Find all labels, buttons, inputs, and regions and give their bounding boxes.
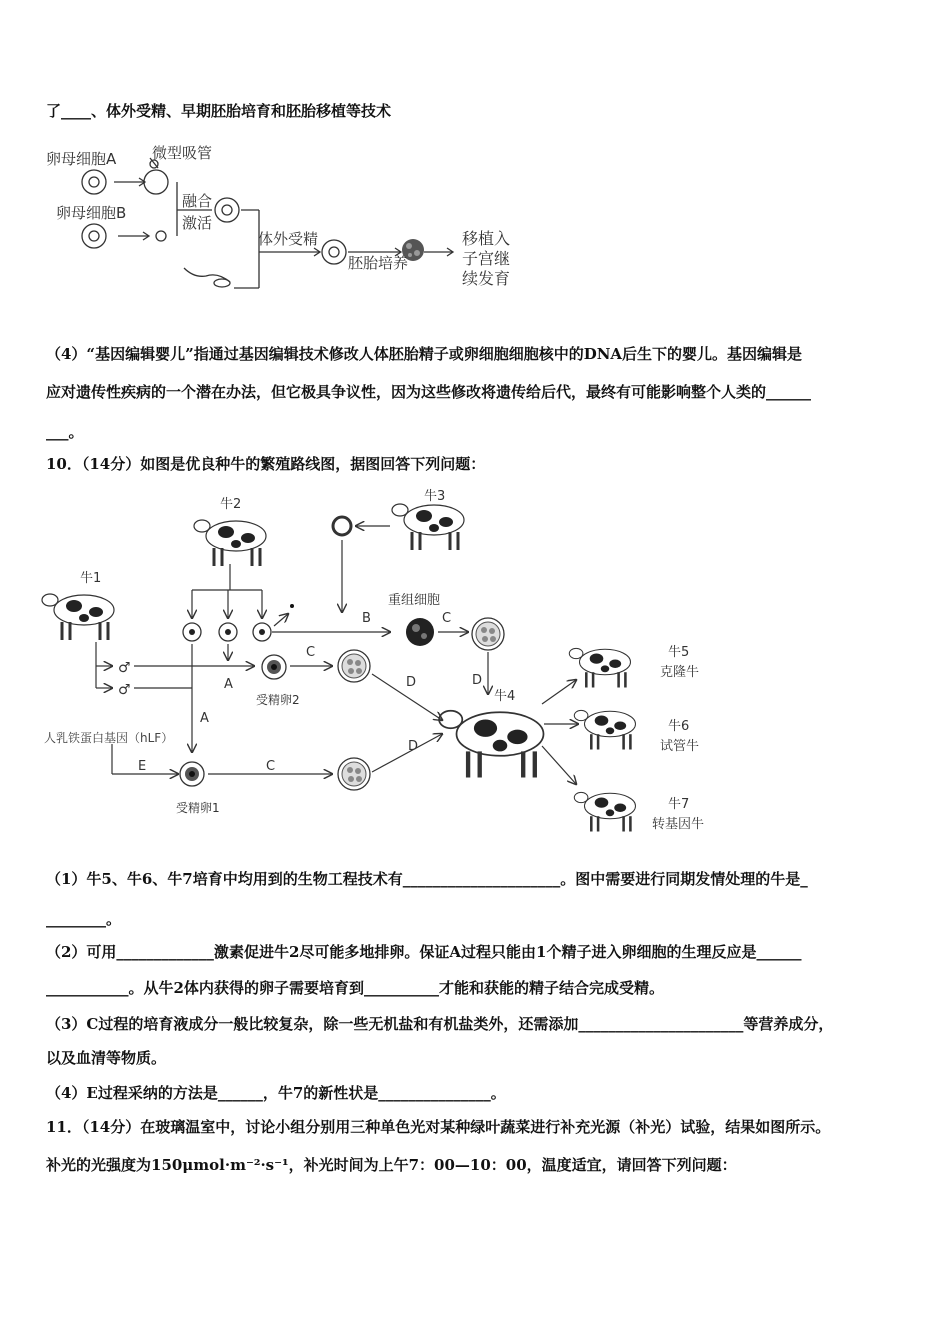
q10-1-line1: （1）牛5、牛6、牛7培育中均用到的生物工程技术有_____________________。图中需要进行同期发情处理的牛是_ bbox=[46, 870, 808, 888]
label-cow4: 牛4 bbox=[494, 689, 516, 704]
egg-b-inner bbox=[89, 231, 99, 241]
cow4-image bbox=[439, 711, 543, 778]
label-cow7: 牛7 bbox=[668, 797, 690, 812]
egg-a-outer bbox=[82, 170, 106, 194]
label-A-left: A bbox=[200, 711, 209, 726]
fused-cell bbox=[215, 198, 239, 222]
cow7-image bbox=[574, 792, 635, 831]
label-cow5-desc: 克隆牛 bbox=[660, 665, 700, 680]
text-line-intro: 了____、体外受精、早期胚胎培育和胚胎移植等技术 bbox=[46, 102, 392, 120]
q10-title: 10．（14分）如图是优良种牛的繁殖路线图，据图回答下列问题： bbox=[46, 455, 486, 473]
q11-line2: 补光的光强度为150μmol·m⁻²·s⁻¹，补光时间为上午7：00—10：00，温度适宜，请回答下列问题： bbox=[46, 1156, 737, 1174]
q9-4-line2: 应对遗传性疾病的一个潜在办法，但它极具争议性，因为这些修改将遗传给后代，最终有可能影响整个人类的______ bbox=[46, 383, 812, 401]
label-recombinant-cell: 重组细胞 bbox=[388, 593, 441, 608]
blastocyst-top bbox=[472, 618, 504, 650]
q10-1-line2: ________。 bbox=[46, 910, 122, 928]
label-transfer-3: 续发育 bbox=[462, 269, 511, 288]
q9-4-line1: （4）“基因编辑婴儿”指通过基因编辑技术修改人体胚胎精子或卵细胞细胞核中的DNA后生下的婴儿。基因编辑是 bbox=[46, 345, 803, 363]
label-hlf-gene: 人乳铁蛋白基因（hLF） bbox=[44, 731, 174, 745]
label-cow3: 牛3 bbox=[424, 489, 446, 504]
zygote1-image bbox=[180, 762, 204, 786]
q10-3-line2: 以及血清等物质。 bbox=[46, 1049, 167, 1067]
q10-2-line1: （2）可用_____________激素促进牛2尽可能多地排卵。保证A过程只能由1个精子进入卵细胞的生理反应是______ bbox=[46, 943, 802, 961]
zygote-ivf bbox=[322, 240, 346, 264]
cow3-cell bbox=[333, 517, 351, 535]
egg-b-outer bbox=[82, 224, 106, 248]
oocyte-1 bbox=[183, 623, 201, 641]
label-cow5: 牛5 bbox=[668, 645, 690, 660]
label-zygote1: 受精卵1 bbox=[176, 801, 220, 815]
label-cow2: 牛2 bbox=[220, 497, 242, 512]
blastocyst-bottom bbox=[338, 758, 370, 790]
label-activate: 激活 bbox=[182, 214, 213, 232]
label-egg-a: 卵母细胞A bbox=[46, 150, 117, 168]
label-egg-b: 卵母细胞B bbox=[56, 204, 127, 222]
label-ivf: 体外受精 bbox=[258, 230, 319, 248]
label-E: E bbox=[138, 759, 147, 774]
label-zygote2: 受精卵2 bbox=[256, 693, 300, 707]
label-D-bottom: D bbox=[408, 739, 419, 754]
q9-4-line3: ___。 bbox=[46, 423, 84, 441]
label-B: B bbox=[362, 611, 371, 626]
sperm bbox=[184, 268, 230, 282]
cow5-image bbox=[569, 648, 630, 687]
label-C-bottom: C bbox=[266, 759, 276, 774]
label-transfer-1: 移植入 bbox=[462, 229, 511, 248]
egg-a-inner bbox=[89, 177, 99, 187]
blastocyst-middle bbox=[338, 650, 370, 682]
label-C-middle: C bbox=[306, 645, 316, 660]
label-D-right: D bbox=[472, 673, 483, 688]
label-embryo-culture: 胚胎培养 bbox=[348, 254, 409, 272]
zygote2-image bbox=[262, 655, 286, 679]
cow2-image bbox=[194, 520, 266, 566]
label-cow7-desc: 转基因牛 bbox=[652, 817, 705, 832]
label-D-top: D bbox=[406, 675, 417, 690]
label-fuse: 融合 bbox=[182, 192, 213, 210]
nuclear-transfer-diagram bbox=[44, 140, 534, 300]
cattle-breeding-diagram bbox=[40, 484, 720, 844]
nucleus-b bbox=[156, 231, 166, 241]
cow3-image bbox=[392, 504, 464, 550]
q10-2-line2: ___________。从牛2体内获得的卵子需要培育到__________才能和获能的精子结合完成受精。 bbox=[46, 979, 664, 997]
label-cow1: 牛1 bbox=[80, 571, 102, 586]
label-transfer-2: 子宫继 bbox=[462, 249, 511, 268]
label-C-top: C bbox=[442, 611, 452, 626]
oocyte-3 bbox=[253, 623, 271, 641]
label-micropipette: 微型吸管 bbox=[152, 144, 213, 162]
label-cow6: 牛6 bbox=[668, 719, 690, 734]
recombinant-cell bbox=[406, 618, 434, 646]
sperm-symbol-1: ♂ bbox=[118, 660, 131, 676]
oocyte-2 bbox=[219, 623, 237, 641]
q10-4-line: （4）E过程采纳的方法是______，牛7的新性状是_______________。 bbox=[46, 1084, 506, 1102]
cow6-image bbox=[574, 710, 635, 749]
label-cow6-desc: 试管牛 bbox=[660, 739, 700, 754]
sperm-symbol-2: ♂ bbox=[118, 682, 131, 698]
label-A-top: A bbox=[224, 677, 233, 692]
cow1-image bbox=[42, 594, 114, 640]
enucleated-egg bbox=[144, 170, 168, 194]
q11-line1: 11．（14分）在玻璃温室中，讨论小组分别用三种单色光对某种绿叶蔬菜进行补充光源（补光）试验，结果如图所示。 bbox=[46, 1118, 831, 1136]
q10-3-line1: （3）C过程的培育液成分一般比较复杂，除一些无机盐和有机盐类外，还需添加______________________等营养成分， bbox=[46, 1015, 834, 1033]
